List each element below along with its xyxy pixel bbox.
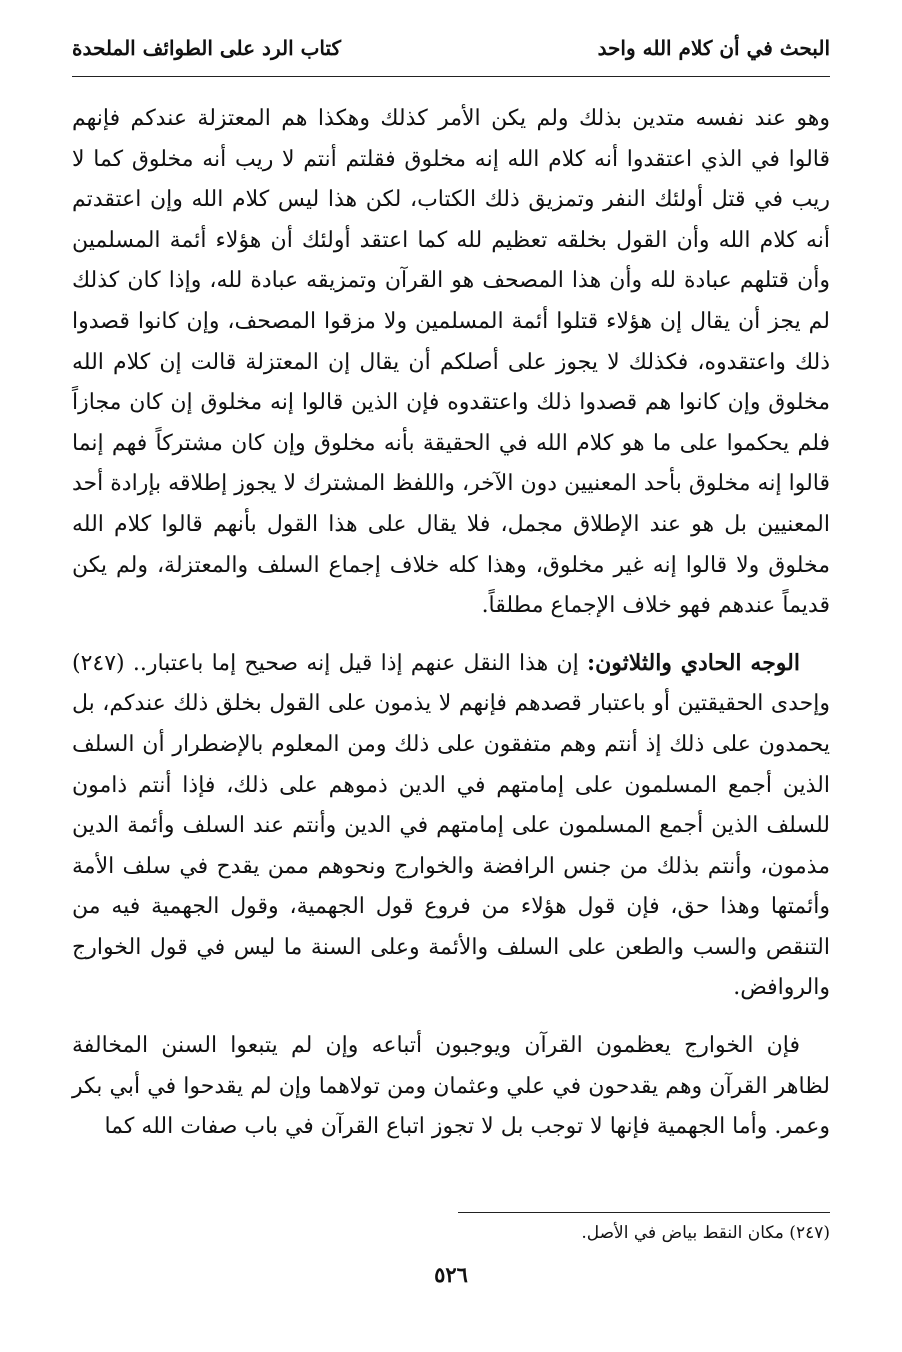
header-chapter-title: البحث في أن كلام الله واحد	[597, 36, 830, 60]
main-text	[72, 98, 830, 1148]
page-number: ٥٢٦	[434, 1262, 468, 1287]
footnote: (٢٤٧) مكان النقط بياض في الأصل.	[581, 1223, 830, 1243]
header-book-title: كتاب الرد على الطوائف الملحدة	[72, 36, 342, 60]
paragraph	[72, 1025, 830, 1148]
paragraph-text: إن هذا النقل عنهم إذا قيل إنه صحيح إما باعتبار.. (٢٤٧) وإحدى الحقيقتين أو باعتبار قصدهم فإنهم لا يذمون على القول بخلق ذلك عندكم، بل يحمدون على ذلك إذ أنتم وهم متفقون على ذلك ومن المعلوم بالإضطرار أن السلف الذين أجمع المسلمون على إمامتهم في الدين ذموهم على ذلك، فإذا أنتم ذامون للسلف الذين أجمع المسلمون على إمامتهم في الدين وأنتم عند السلف وأئمة الدين مذمون، وأنتم بذلك من جنس الرافضة والخوارج ونحوهم ممن يقدح في سلف الأمة وأئمتها وهذا حق، فإن قول هؤلاء من فروع قول الجهمية، وقول الجهمية فيه من التنقص والسب والطعن على السلف والأئمة وعلى السنة ما ليس في قول الخوارج والروافض.	[72, 650, 830, 1001]
running-header	[72, 28, 830, 68]
footnote-rule	[458, 1212, 830, 1213]
paragraph-text: وهو عند نفسه متدين بذلك ولم يكن الأمر كذلك وهكذا هم المعتزلة عندكم فإنهم قالوا في الذي اعتقدوا أنه كلام الله إنه مخلوق فقلتم أنتم لا ريب أنه مخلوق كما لا ريب في قتل أولئك النفر وتمزيق ذلك الكتاب، لكن هذا ليس كلام الله وإن اعتقدتم أنه كلام الله وأن القول بخلقه تعظيم لله كما اعتقد أولئك أن هؤلاء أئمة المسلمين وأن قتلهم عبادة لله وأن هذا المصحف هو القرآن وتمزيقه عبادة لله، وإذا كان كذلك لم يجز أن يقال إن هؤلاء قتلوا أئمة المسلمين ولا مزقوا المصحف، وإن كانوا قصدوا ذلك واعتقدوه، فكذلك لا يجوز على أصلكم أن يقال إن المعتزلة قالت إن كلام الله مخلوق وإن كانوا هم قصدوا ذلك واعتقدوه فإن الذين قالوا إنه مخلوق إن كان مجازاً فلم يحكموا على ما هو كلام الله في الحقيقة بأنه مخلوق وإن كان مشتركاً فهم إنما قالوا إنه مخلوق بأحد المعنيين دون الآخر، واللفظ المشترك لا يجوز إطلاقه بإرادة أحد المعنيين بل هو عند الإطلاق مجمل، فلا يقال على هذا القول بأنهم قالوا كلام الله مخلوق ولا قالوا إنه غير مخلوق، وهذا كله خلاف إجماع السلف والمعتزلة، ولم يكن قديماً عندهم فهو خلاف الإجماع مطلقاً.	[72, 106, 830, 619]
paragraph	[72, 98, 830, 627]
paragraph-lead: الوجه الحادي والثلاثون:	[586, 649, 800, 676]
paragraph	[72, 643, 830, 1009]
header-rule	[72, 76, 830, 77]
paragraph-text: فإن الخوارج يعظمون القرآن ويوجبون أتباعه وإن لم يتبعوا السنن المخالفة لظاهر القرآن وهم يقدحون في علي وعثمان ومن تولاهما وإن لم يقدحوا في أبي بكر وعمر. وأما الجهمية فإنها لا توجب بل لا تجوز اتباع القرآن في باب صفات الله كما	[72, 1033, 830, 1140]
